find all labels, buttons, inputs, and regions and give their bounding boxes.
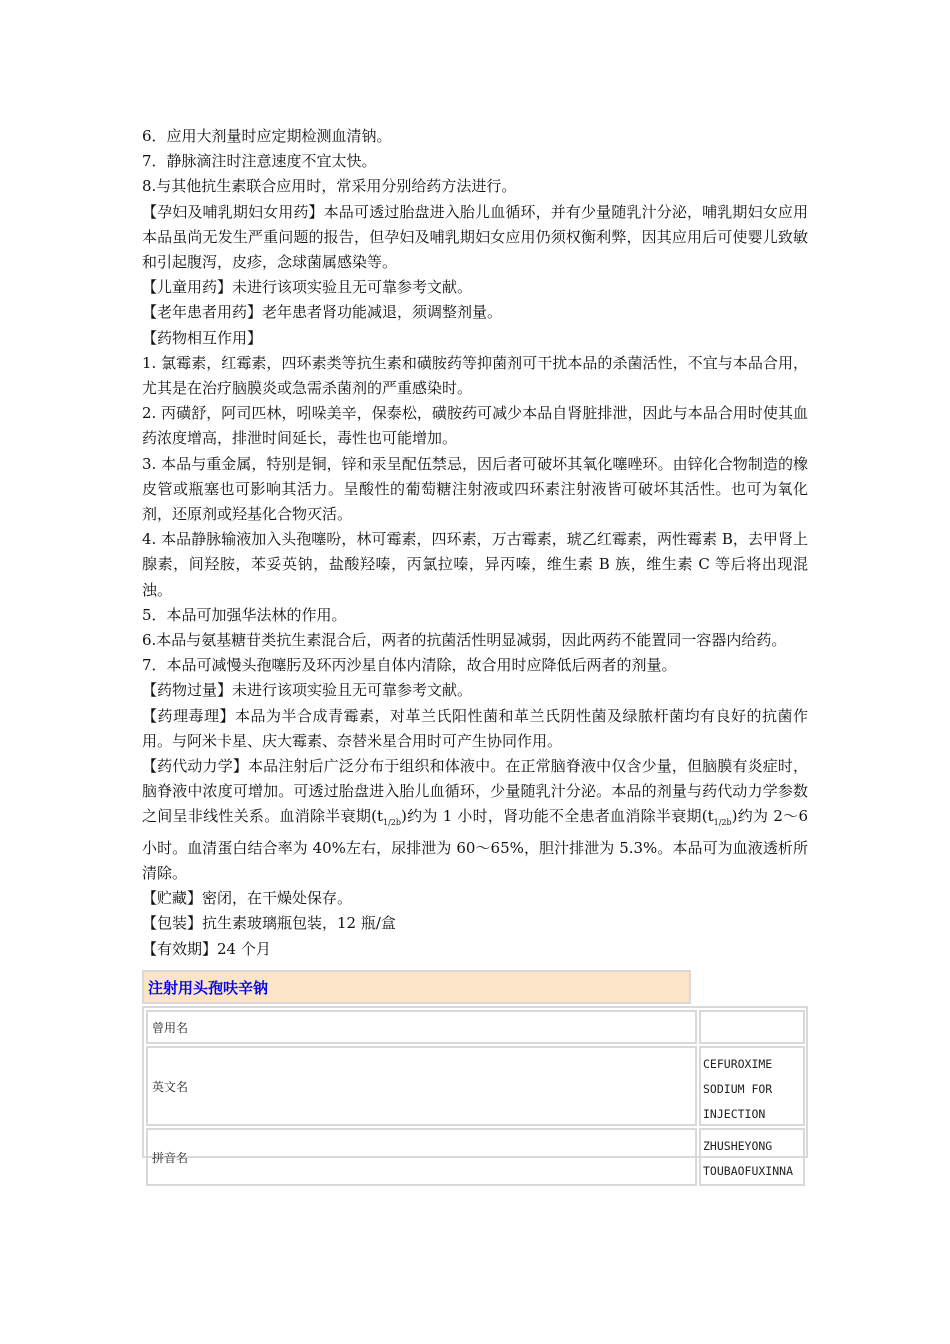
row-value: CEFUROXIME SODIUM FOR INJECTION	[699, 1046, 805, 1126]
paragraph: 6.本品与氨基糖苷类抗生素混合后，两者的抗菌活性明显减弱，因此两药不能置同一容器内给药。	[142, 631, 787, 650]
row-value: ZHUSHEYONG TOUBAOFUXINNA	[699, 1128, 805, 1186]
table-title: 注射用头孢呋辛钠	[142, 970, 691, 1004]
paragraph: 7．本品可减慢头孢噻肟及环丙沙星自体内清除，故合用时应降低后两者的剂量。	[142, 656, 677, 675]
paragraph: 【孕妇及哺乳期妇女用药】本品可透过胎盘进入胎儿血循环，并有少量随乳汁分泌，哺乳期妇女应用本品虽尚无发生严重问题的报告，但孕妇及哺乳期妇女应用仍须权衡利弊，因其应用后可使婴儿致敏和引起腹泻，皮疹，念球菌属感染等。	[142, 202, 808, 272]
document-body	[142, 124, 808, 962]
paragraph: 5．本品可加强华法林的作用。	[142, 605, 347, 624]
table-row	[146, 1010, 805, 1044]
paragraph: 【药物过量】未进行该项实验且无可靠参考文献。	[142, 681, 473, 700]
pk-text-2: )约为 1 小时，肾功能不全患者血消除半衰期(t	[401, 807, 714, 826]
paragraph: 【药物相互作用】	[142, 328, 263, 347]
table-grid	[142, 1006, 808, 1178]
row-value	[699, 1010, 805, 1044]
paragraph: 8.与其他抗生素联合应用时，常采用分别给药方法进行。	[142, 177, 517, 196]
paragraph: 【老年患者用药】老年患者肾功能减退，须调整剂量。	[142, 303, 503, 322]
paragraph: 【贮藏】密闭，在干燥处保存。	[142, 889, 353, 908]
paragraph: 7．静脉滴注时注意速度不宜太快。	[142, 152, 377, 171]
paragraph: 【儿童用药】未进行该项实验且无可靠参考文献。	[142, 278, 473, 297]
paragraph: 【药理毒理】本品为半合成青霉素，对革兰氏阳性菌和革兰氏阴性菌及绿脓杆菌均有良好的抗菌作用。与阿米卡星、庆大霉素、奈替米星合用时可产生协同作用。	[142, 706, 808, 750]
paragraph: 6．应用大剂量时应定期检测血清钠。	[142, 127, 392, 145]
table-title-row	[142, 970, 808, 1008]
paragraph: 2. 丙磺舒，阿司匹林，吲哚美辛，保泰松，磺胺药可减少本品自肾脏排泄，因此与本品合用时使其血药浓度增高，排泄时间延长，毒性也可能增加。	[142, 404, 808, 448]
drug-info-table	[142, 970, 808, 1178]
paragraph: 1. 氯霉素，红霉素，四环素类等抗生素和磺胺药等抑菌剂可干扰本品的杀菌活性，不宜与本品合用，尤其是在治疗脑膜炎或急需杀菌剂的严重感染时。	[142, 353, 808, 398]
paragraph: 【包装】抗生素玻璃瓶包装，12 瓶/盒	[142, 914, 396, 933]
table-row	[146, 1128, 805, 1186]
pharmacokinetics-paragraph	[142, 754, 808, 886]
row-label: 曾用名	[146, 1010, 697, 1044]
pk-text-1: 【药代动力学】本品注射后广泛分布于组织和体液中。在正常脑脊液中仅含少量，但脑膜有炎症时，脑脊液中浓度可增加。可透过胎盘进入胎儿血循环，少量随乳汁分泌。本品的剂量与药代动力学参数之间呈非线性关系。血消除半衰期(t	[142, 757, 808, 826]
pk-subscript-2: 1/2b	[713, 818, 732, 828]
row-label: 英文名	[146, 1046, 697, 1126]
paragraph: 4. 本品静脉输液加入头孢噻吩，林可霉素，四环素，万古霉素，琥乙红霉素，两性霉素 B，去甲肾上腺素，间羟胺，苯妥英钠，盐酸羟嗪，丙氯拉嗪，异丙嗪，维生素 B 族，维生素 C 等后将出现混浊。	[142, 530, 808, 599]
row-label: 拼音名	[146, 1128, 697, 1186]
paragraph: 【有效期】24 个月	[142, 939, 271, 958]
paragraph: 3. 本品与重金属，特别是铜，锌和汞呈配伍禁忌，因后者可破坏其氧化噻唑环。由锌化合物制造的橡皮管或瓶塞也可影响其活力。呈酸性的葡萄糖注射液或四环素注射液皆可破坏其活性。也可为氧化剂，还原剂或羟基化合物灭活。	[142, 454, 808, 524]
pk-subscript-1: 1/2b	[383, 818, 402, 828]
pk-text-3: )约为 2～6 小时。血清蛋白结合率为 40%左右，尿排泄为 60～65%，胆汁排泄为 5.3%。本品可为血液透析所清除。	[142, 807, 808, 882]
table-row	[146, 1046, 805, 1126]
